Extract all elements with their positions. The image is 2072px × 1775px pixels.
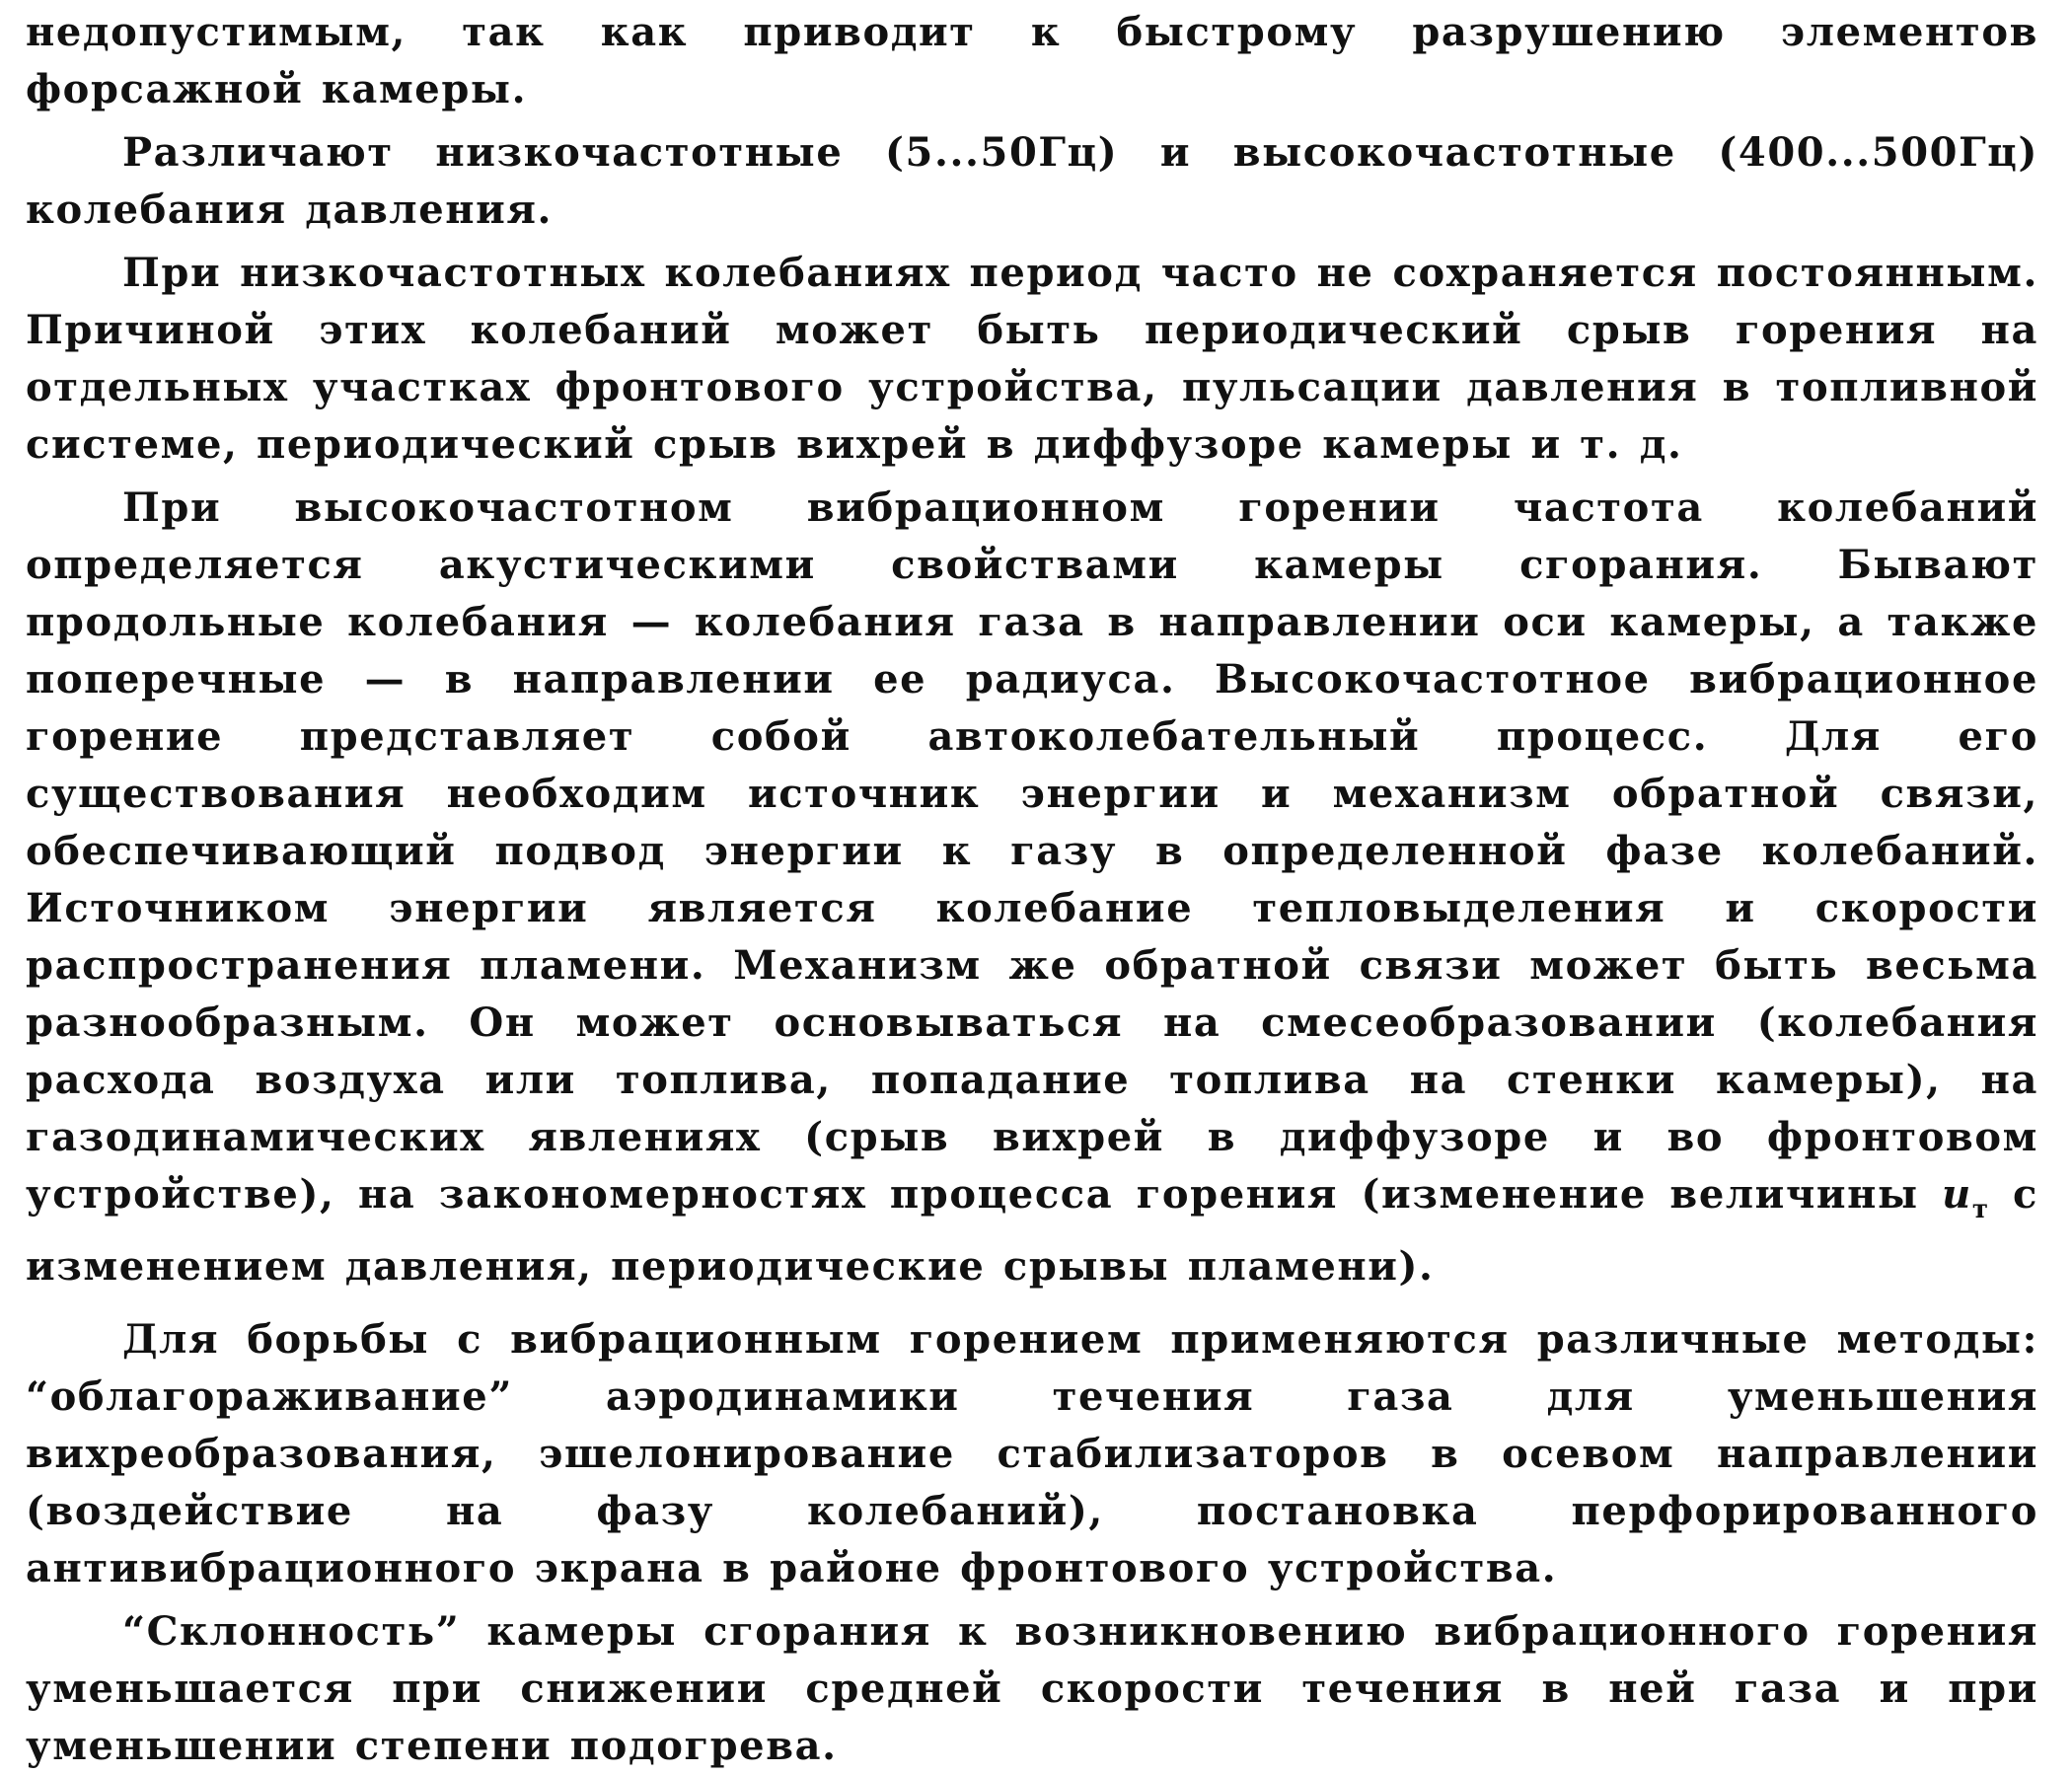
paragraph-tendency: “Склонность” камеры сгорания к возникновению вибрационного горения уменьшается при снижении средней скорости течения в ней газа и при уменьшении степени подогрева. bbox=[26, 1608, 2038, 1769]
document-page bbox=[26, 4, 2038, 1775]
flame-speed-symbol-subscript: т bbox=[1971, 1195, 1990, 1224]
paragraph-frequency-types: Различают низкочастотные (5...50Гц) и высокочастотные (400...500Гц) колебания давления. bbox=[26, 129, 2038, 233]
flame-speed-symbol bbox=[1942, 1171, 1990, 1224]
paragraph-countermeasures: Для борьбы с вибрационным горением применяются различные методы: “облагораживание” аэродинамики течения газа для уменьшения вихреобразования, эшелонирование стабилизаторов в осевом направлении (воздействие на фазу колебаний), постановка перфорированного антивибрационного экрана в районе фронтового устройства. bbox=[26, 1316, 2038, 1591]
paragraph-high-frequency-text: При высокочастотном вибрационном горении частота колебаний определяется акустическими свойствами камеры сгорания. Бывают продольные колебания — колебания газа в направлении оси камеры, а также поперечные — в направлении ее радиуса. Высокочастотное вибрационное горение представляет собой автоколебательный процесс. Для его существования необходим источник энергии и механизм обратной связи, обеспечивающий подвод энергии к газу в определенной фазе колебаний. Источником энергии является колебание тепловыделения и скорости распространения пламени. Механизм же обратной связи может быть весьма разнообразным. Он может основываться на смесеобразовании (колебания расхода воздуха или топлива, попадание топлива на стенки камеры), на газодинамических явлениях (срыв вихрей в диффузоре и во фронтовом устройстве), на закономерностях процесса горения (изменение величины bbox=[26, 484, 2038, 1218]
flame-speed-symbol-letter: u bbox=[1942, 1171, 1972, 1218]
paragraph-continuation: недопустимым, так как приводит к быстрому разрушению элементов форсажной камеры. bbox=[26, 9, 2038, 112]
paragraph-high-frequency-text-end: с изменением давления, периодические срывы пламени). bbox=[26, 1171, 2039, 1290]
paragraph-low-frequency: При низкочастотных колебаниях период часто не сохраняется постоянным. Причиной этих колебаний может быть периодический срыв горения на отдельных участках фронтового устройства, пульсации давления в топливной системе, периодический срыв вихрей в диффузоре камеры и т. д. bbox=[26, 250, 2038, 468]
paragraph-high-frequency bbox=[26, 480, 2038, 1295]
